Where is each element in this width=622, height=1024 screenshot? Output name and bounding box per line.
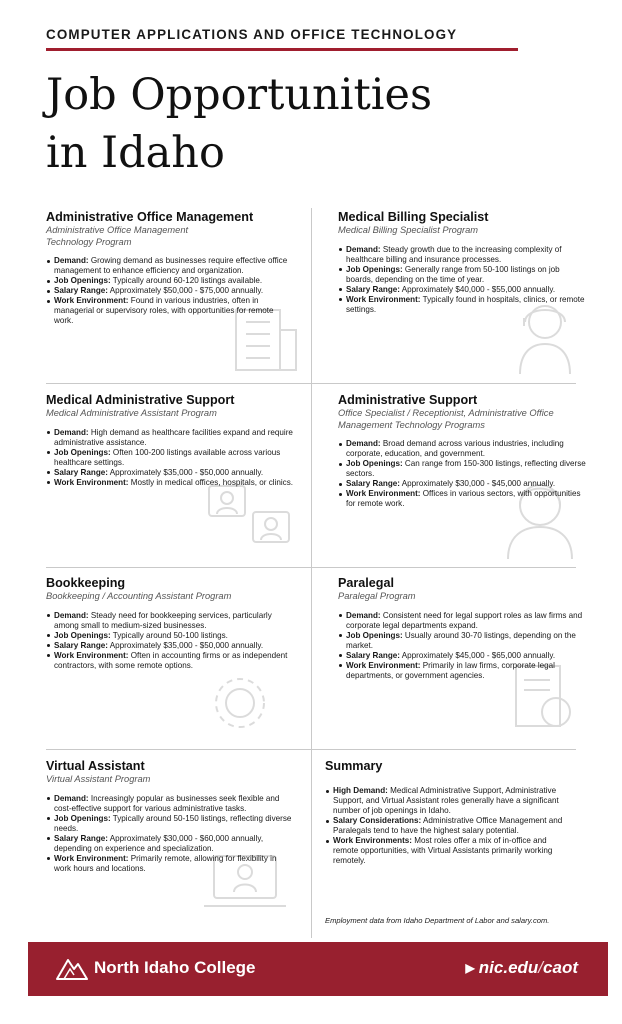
program-name: Office Specialist / Receptionist, Administrative Office Management Technology Programs [338, 408, 554, 430]
list-item: Work Environment: Often in accounting firms or as independent contractors, with some remote options. [46, 651, 294, 671]
list-item: Work Environments: Most roles offer a mix of in-office and remote opportunities, with Virtual Assistants primarily working remotely. [325, 836, 573, 866]
page-title-line-2: in Idaho [46, 128, 225, 178]
chat-people-icon [205, 482, 295, 552]
list-item: Demand: Steady growth due to the increasing complexity of healthcare billing and insurance processes. [338, 245, 586, 265]
list-item: Demand: Growing demand as businesses require effective office management to enhance efficiency and organization. [46, 256, 294, 276]
list-item: Work Environment: Offices in various sectors, with opportunities for remote work. [338, 489, 586, 509]
list-item: Job Openings: Usually around 30-70 listings, depending on the market. [338, 631, 586, 651]
list-item: High Demand: Medical Administrative Support, Administrative Support, and Virtual Assistant roles generally have a significant number of job openings in Idaho. [325, 786, 573, 816]
section-virtual-assistant [46, 759, 294, 874]
list-item: Salary Range: Approximately $30,000 - $45,000 annually. [338, 479, 586, 489]
list-item: Demand: High demand as healthcare facilities expand and require administrative assistance. [46, 428, 294, 448]
kicker-heading: COMPUTER APPLICATIONS AND OFFICE TECHNOLOGY [46, 27, 458, 42]
bullet-list [46, 794, 294, 874]
list-item: Salary Range: Approximately $40,000 - $55,000 annually. [338, 285, 586, 295]
list-item: Job Openings: Typically around 50-100 listings. [46, 631, 294, 641]
bullet-list [325, 786, 573, 866]
list-item: Work Environment: Typically found in hospitals, clinics, or remote settings. [338, 295, 586, 315]
gear-icon [205, 668, 275, 738]
website-link[interactable]: ▶ nic.edu/caot [465, 958, 578, 977]
section-bookkeeping [46, 576, 294, 671]
section-administrative-support [338, 393, 586, 509]
page-title [46, 66, 566, 182]
section-medical-administrative-support [46, 393, 294, 488]
program-name: Administrative Office Management Technology Program [46, 225, 189, 247]
list-item: Salary Range: Approximately $35,000 - $50,000 annually. [46, 468, 294, 478]
kicker-rule [46, 48, 518, 51]
college-name: North Idaho College [94, 958, 256, 977]
list-item: Job Openings: Typically around 60-120 listings available. [46, 276, 294, 286]
row-divider-3 [46, 749, 576, 750]
source-note: Employment data from Idaho Department of Labor and salary.com. [325, 916, 550, 925]
program-name: Bookkeeping / Accounting Assistant Program [46, 591, 232, 601]
list-item: Work Environment: Found in various industries, often in managerial or supervisory roles, with opportunities for remote work. [46, 296, 294, 326]
list-item: Demand: Broad demand across various industries, including corporate, education, and government. [338, 439, 586, 459]
list-item: Demand: Steady need for bookkeeping services, particularly among small to medium-sized businesses. [46, 611, 294, 631]
section-medical-billing-specialist [338, 210, 586, 315]
list-item: Salary Range: Approximately $45,000 - $65,000 annually. [338, 651, 586, 661]
program-name: Medical Administrative Assistant Program [46, 408, 217, 418]
section-title: Virtual Assistant [46, 759, 145, 773]
list-item: Job Openings: Typically around 50-150 listings, reflecting diverse needs. [46, 814, 294, 834]
page-title-line-1: Job Opportunities [46, 70, 433, 120]
bullet-list [46, 611, 294, 671]
list-item: Salary Range: Approximately $50,000 - $75,000 annually. [46, 286, 294, 296]
list-item: Job Openings: Generally range from 50-100 listings on job boards, depending on the time of year. [338, 265, 586, 285]
bullet-list [46, 256, 294, 326]
bullet-list [338, 439, 586, 509]
footer-banner [28, 942, 608, 996]
section-title: Bookkeeping [46, 576, 126, 590]
row-divider-2 [46, 567, 576, 568]
section-summary [325, 759, 573, 866]
section-title: Medical Billing Specialist [338, 210, 489, 224]
column-divider [311, 208, 312, 938]
section-administrative-office-management [46, 210, 294, 326]
list-item: Demand: Consistent need for legal support roles as law firms and corporate legal departments expand. [338, 611, 586, 631]
section-paralegal [338, 576, 586, 681]
bullet-list [338, 611, 586, 681]
section-title: Administrative Office Management [46, 210, 254, 224]
list-item: Salary Range: Approximately $30,000 - $60,000 annually, depending on experience and specialization. [46, 834, 294, 854]
play-arrow-icon: ▶ [465, 961, 475, 975]
bullet-list [338, 245, 586, 315]
section-title: Summary [325, 759, 383, 773]
program-name: Medical Billing Specialist Program [338, 225, 479, 235]
list-item: Salary Range: Approximately $35,000 - $50,000 annually. [46, 641, 294, 651]
bullet-list [46, 428, 294, 488]
mountain-logo-icon [56, 955, 88, 981]
section-title: Administrative Support [338, 393, 478, 407]
list-item: Work Environment: Primarily in law firms, corporate legal departments, or government agencies. [338, 661, 586, 681]
section-title: Medical Administrative Support [46, 393, 235, 407]
list-item: Job Openings: Can range from 150-300 listings, reflecting diverse sectors. [338, 459, 586, 479]
list-item: Job Openings: Often 100-200 listings available across various healthcare settings. [46, 448, 294, 468]
row-divider-1 [46, 383, 576, 384]
list-item: Work Environment: Primarily remote, allowing for flexibility in work hours and locations. [46, 854, 294, 874]
section-title: Paralegal [338, 576, 395, 590]
list-item: Demand: Increasingly popular as businesses seek flexible and cost-effective support for various administrative tasks. [46, 794, 294, 814]
list-item: Work Environment: Mostly in medical offices, hospitals, or clinics. [46, 478, 294, 488]
list-item: Salary Considerations: Administrative Office Management and Paralegals tend to have the highest salary potential. [325, 816, 573, 836]
program-name: Paralegal Program [338, 591, 416, 601]
program-name: Virtual Assistant Program [46, 774, 151, 784]
